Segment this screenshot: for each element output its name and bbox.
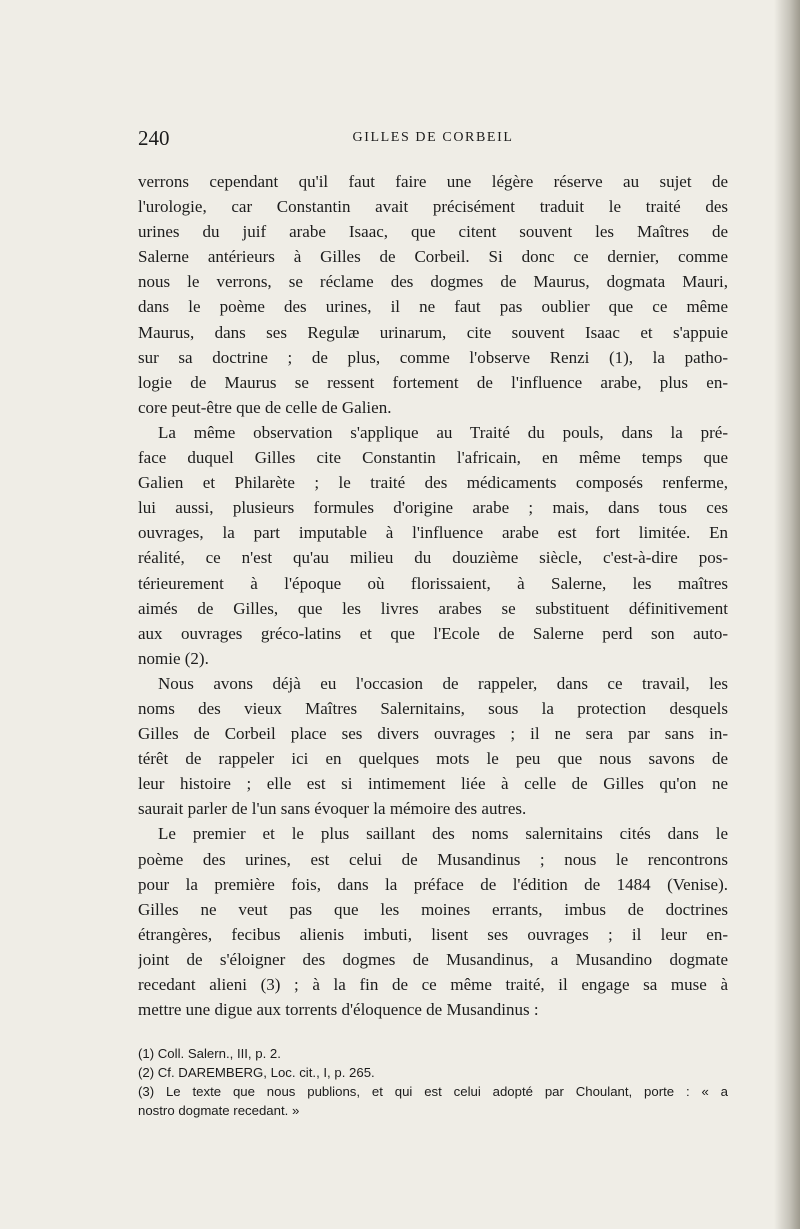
running-title: GILLES DE CORBEIL [352,130,514,145]
body-text [138,169,728,1022]
text-line: Galien et Philarète ; le traité des médicaments composés renferme, [138,473,728,493]
text-line: lui aussi, plusieurs formules d'origine arabe ; mais, dans tous ces [138,498,728,518]
text-line: étrangères, fecibus alienis imbuti, lisent ses ouvrages ; il leur en- [138,924,728,944]
text-line: mettre une digue aux torrents d'éloquence de Musandinus : [138,1000,539,1020]
text-line: Gilles de Corbeil place ses divers ouvrages ; il ne sera par sans in- [138,724,728,744]
text-line: verrons cependant qu'il faut faire une légère réserve au sujet de [138,172,728,191]
footnotes [138,1044,728,1120]
text-line: dans le poème des urines, il ne faut pas oublier que ce même [138,297,728,317]
page-edge-shadow [774,0,800,1229]
page-number: 240 [138,126,170,150]
text-line: Gilles ne veut pas que les moines errants, imbus de doctrines [138,899,728,919]
text-line: La même observation s'applique au Traité du pouls, dans la pré- [158,422,728,442]
text-line: sur sa doctrine ; de plus, comme l'observe Renzi (1), la patho- [138,347,728,367]
footnote: (1) Coll. Salern., III, p. 2. [138,1046,281,1061]
text-line: pour la première fois, dans la préface de l'édition de 1484 (Venise). [138,874,728,894]
text-line: face duquel Gilles cite Constantin l'africain, en même temps que [138,448,728,468]
text-line: logie de Maurus se ressent fortement de l'influence arabe, plus en- [138,372,728,392]
text-line: aux ouvrages gréco-latins et que l'Ecole de Salerne perd son auto- [138,623,728,643]
text-line: saurait parler de l'un sans évoquer la mémoire des autres. [138,799,527,819]
text-line: Le premier et le plus saillant des noms salernitains cités dans le [158,824,728,844]
text-line: Salerne antérieurs à Gilles de Corbeil. Si donc ce dernier, comme [138,247,728,267]
text-line: térêt de rappeler ici en quelques mots le peu que nous savons de [138,749,728,769]
text-line: nous le verrons, se réclame des dogmes de Maurus, dogmata Mauri, [138,272,728,292]
text-line: l'urologie, car Constantin avait précisément traduit le traité des [138,197,728,217]
text-line: core peut-être que de celle de Galien. [138,397,392,417]
text-line: nomie (2). [138,648,209,668]
footnote: (2) Cf. DAREMBERG, Loc. cit., I, p. 265. [138,1065,375,1080]
text-line: ouvrages, la part imputable à l'influence arabe est fort limitée. En [138,523,728,543]
text-line: recedant alieni (3) ; à la fin de ce même traité, il engage sa muse à [138,975,728,994]
text-line: Nous avons déjà eu l'occasion de rappeler, dans ce travail, les [158,673,728,693]
text-line: térieurement à l'époque où florissaient, à Salerne, les maîtres [138,573,728,593]
text-line: noms des vieux Maîtres Salernitains, sous la protection desquels [138,698,728,718]
footnote: (3) Le texte que nous publions, et qui est celui adopté par Choulant, porte : « a [138,1084,728,1099]
text-line: aimés de Gilles, que les livres arabes se substituent définitivement [138,598,728,618]
text-line: joint de s'éloigner des dogmes de Musandinus, a Musandino dogmate [138,949,728,969]
text-line: leur histoire ; elle est si intimement liée à celle de Gilles qu'on ne [138,774,728,794]
text-line: urines du juif arabe Isaac, que citent souvent les Maîtres de [138,222,728,242]
footnote-continuation: nostro dogmate recedant. » [138,1103,300,1118]
text-line: réalité, ce n'est qu'au milieu du douzième siècle, c'est-à-dire pos- [138,548,728,568]
text-line: poème des urines, est celui de Musandinus ; nous le rencontrons [138,849,728,869]
text-line: Maurus, dans ses Regulæ urinarum, cite souvent Isaac et s'appuie [138,322,728,342]
running-header [138,126,728,152]
